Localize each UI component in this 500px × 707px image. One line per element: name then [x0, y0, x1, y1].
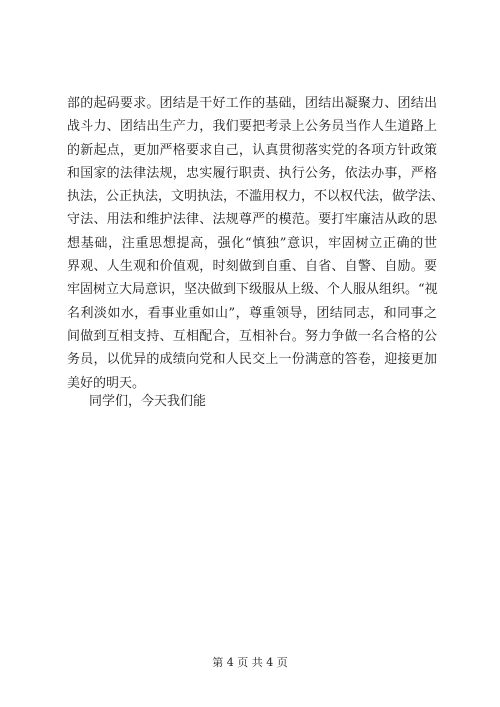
text-line: 执法，公正执法，文明执法，不滥用权力，不以权代法，做学法、 [67, 189, 445, 205]
text-line: 战斗力、团结出生产力，我们要把考录上公务员当作人生道路上 [67, 119, 437, 135]
text-line: 间做到互相支持、互相配合，互相补台。努力争做一名合格的公 [67, 328, 437, 344]
text-line: 名利淡如水，看事业重如山”，尊重领导，团结同志，和同事之 [67, 305, 437, 321]
text-line: 务员，以优异的成绩向党和人民交上一份满意的答卷，迎接更加 [67, 352, 437, 368]
text-line: 界观、人生观和价值观，时刻做到自重、自省、自警、自励。要 [67, 259, 437, 275]
text-line: 牢固树立大局意识，坚决做到下级服从上级、个人服从组织。“视 [67, 282, 438, 298]
page-footer: 第 4 页 共 4 页 [212, 656, 288, 669]
text-line: 美好的明天。 [67, 375, 146, 391]
text-line: 守法、用法和维护法律、法规尊严的模范。要打牢廉洁从政的思 [67, 212, 437, 228]
body-paragraph [67, 92, 445, 395]
text-line: 想基础，注重思想提高，强化“慎独”意识，牢固树立正确的世 [67, 235, 437, 251]
body-paragraph-2: 同学们，今天我们能 [89, 394, 207, 409]
text-line: 部的起码要求。团结是干好工作的基础，团结出凝聚力、团结出 [67, 96, 437, 111]
text-line: 和国家的法律法规，忠实履行职责、执行公务，依法办事，严格 [67, 165, 437, 181]
text-line: 的新起点，更加严格要求自己，认真贯彻落实党的各项方针政策 [67, 142, 437, 158]
